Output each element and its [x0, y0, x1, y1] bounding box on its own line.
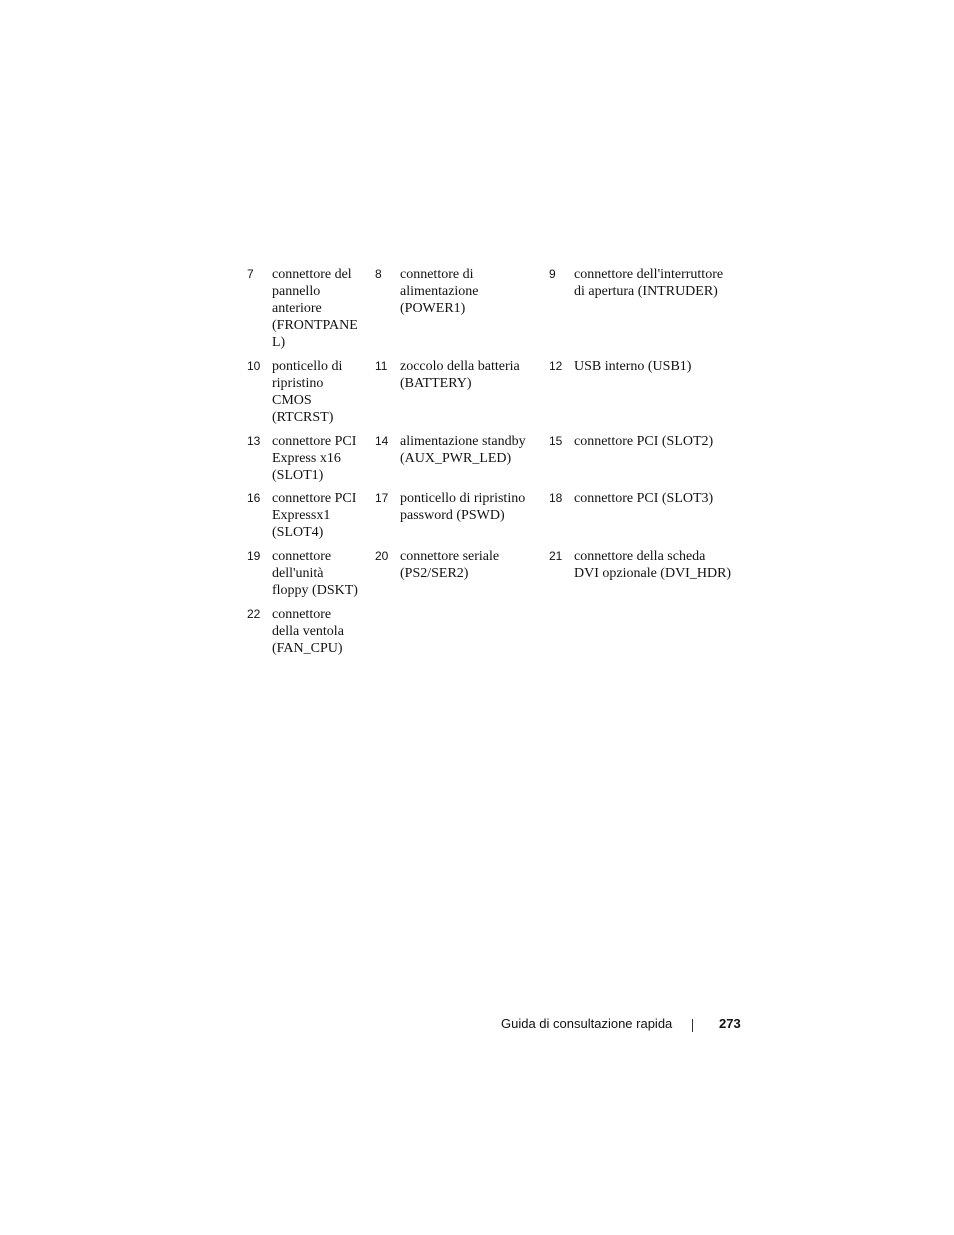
item-number: 18: [549, 491, 563, 505]
item-number: 13: [247, 434, 261, 448]
item-description: alimentazione standby (AUX_PWR_LED): [400, 434, 526, 466]
item-description: connettore PCI (SLOT2): [574, 434, 714, 449]
item-number: 12: [549, 359, 563, 373]
item-description: ponticello di ripristino CMOS (RTCRST): [272, 359, 343, 425]
item-description: connettore PCI Express x16 (SLOT1): [272, 434, 357, 483]
item-number: 7: [247, 267, 254, 281]
item-description: connettore seriale (PS2/SER2): [400, 549, 500, 581]
item-number: 17: [375, 491, 389, 505]
item-description: connettore dell'unità floppy (DSKT): [272, 549, 358, 598]
item-number: 19: [247, 549, 261, 563]
item-description: connettore dell'interruttore di apertura (INTRUDER): [574, 267, 724, 299]
page-number: 273: [719, 1016, 741, 1031]
item-number: 20: [375, 549, 389, 563]
item-description: USB interno (USB1): [574, 359, 692, 374]
item-description: connettore PCI (SLOT3): [574, 491, 714, 506]
item-number: 16: [247, 491, 261, 505]
item-description: connettore della ventola (FAN_CPU): [272, 607, 344, 656]
item-number: 9: [549, 267, 556, 281]
item-description: connettore del pannello anteriore (FRONTPANE L): [272, 267, 358, 350]
footer-separator: [692, 1019, 693, 1032]
page-footer: [0, 1015, 954, 1035]
item-number: 15: [549, 434, 563, 448]
item-number: 14: [375, 434, 389, 448]
document-title: Guida di consultazione rapida: [501, 1016, 673, 1031]
item-number: 11: [375, 359, 388, 373]
item-description: connettore di alimentazione (POWER1): [400, 267, 479, 316]
item-number: 8: [375, 267, 382, 281]
item-description: zoccolo della batteria (BATTERY): [400, 359, 520, 391]
item-number: 22: [247, 607, 261, 621]
item-description: connettore PCI Expressx1 (SLOT4): [272, 491, 357, 540]
item-number: 21: [549, 549, 563, 563]
item-description: ponticello di ripristino password (PSWD): [400, 491, 526, 523]
item-description: connettore della scheda DVI opzionale (DVI_HDR): [574, 549, 732, 581]
item-number: 10: [247, 359, 261, 373]
